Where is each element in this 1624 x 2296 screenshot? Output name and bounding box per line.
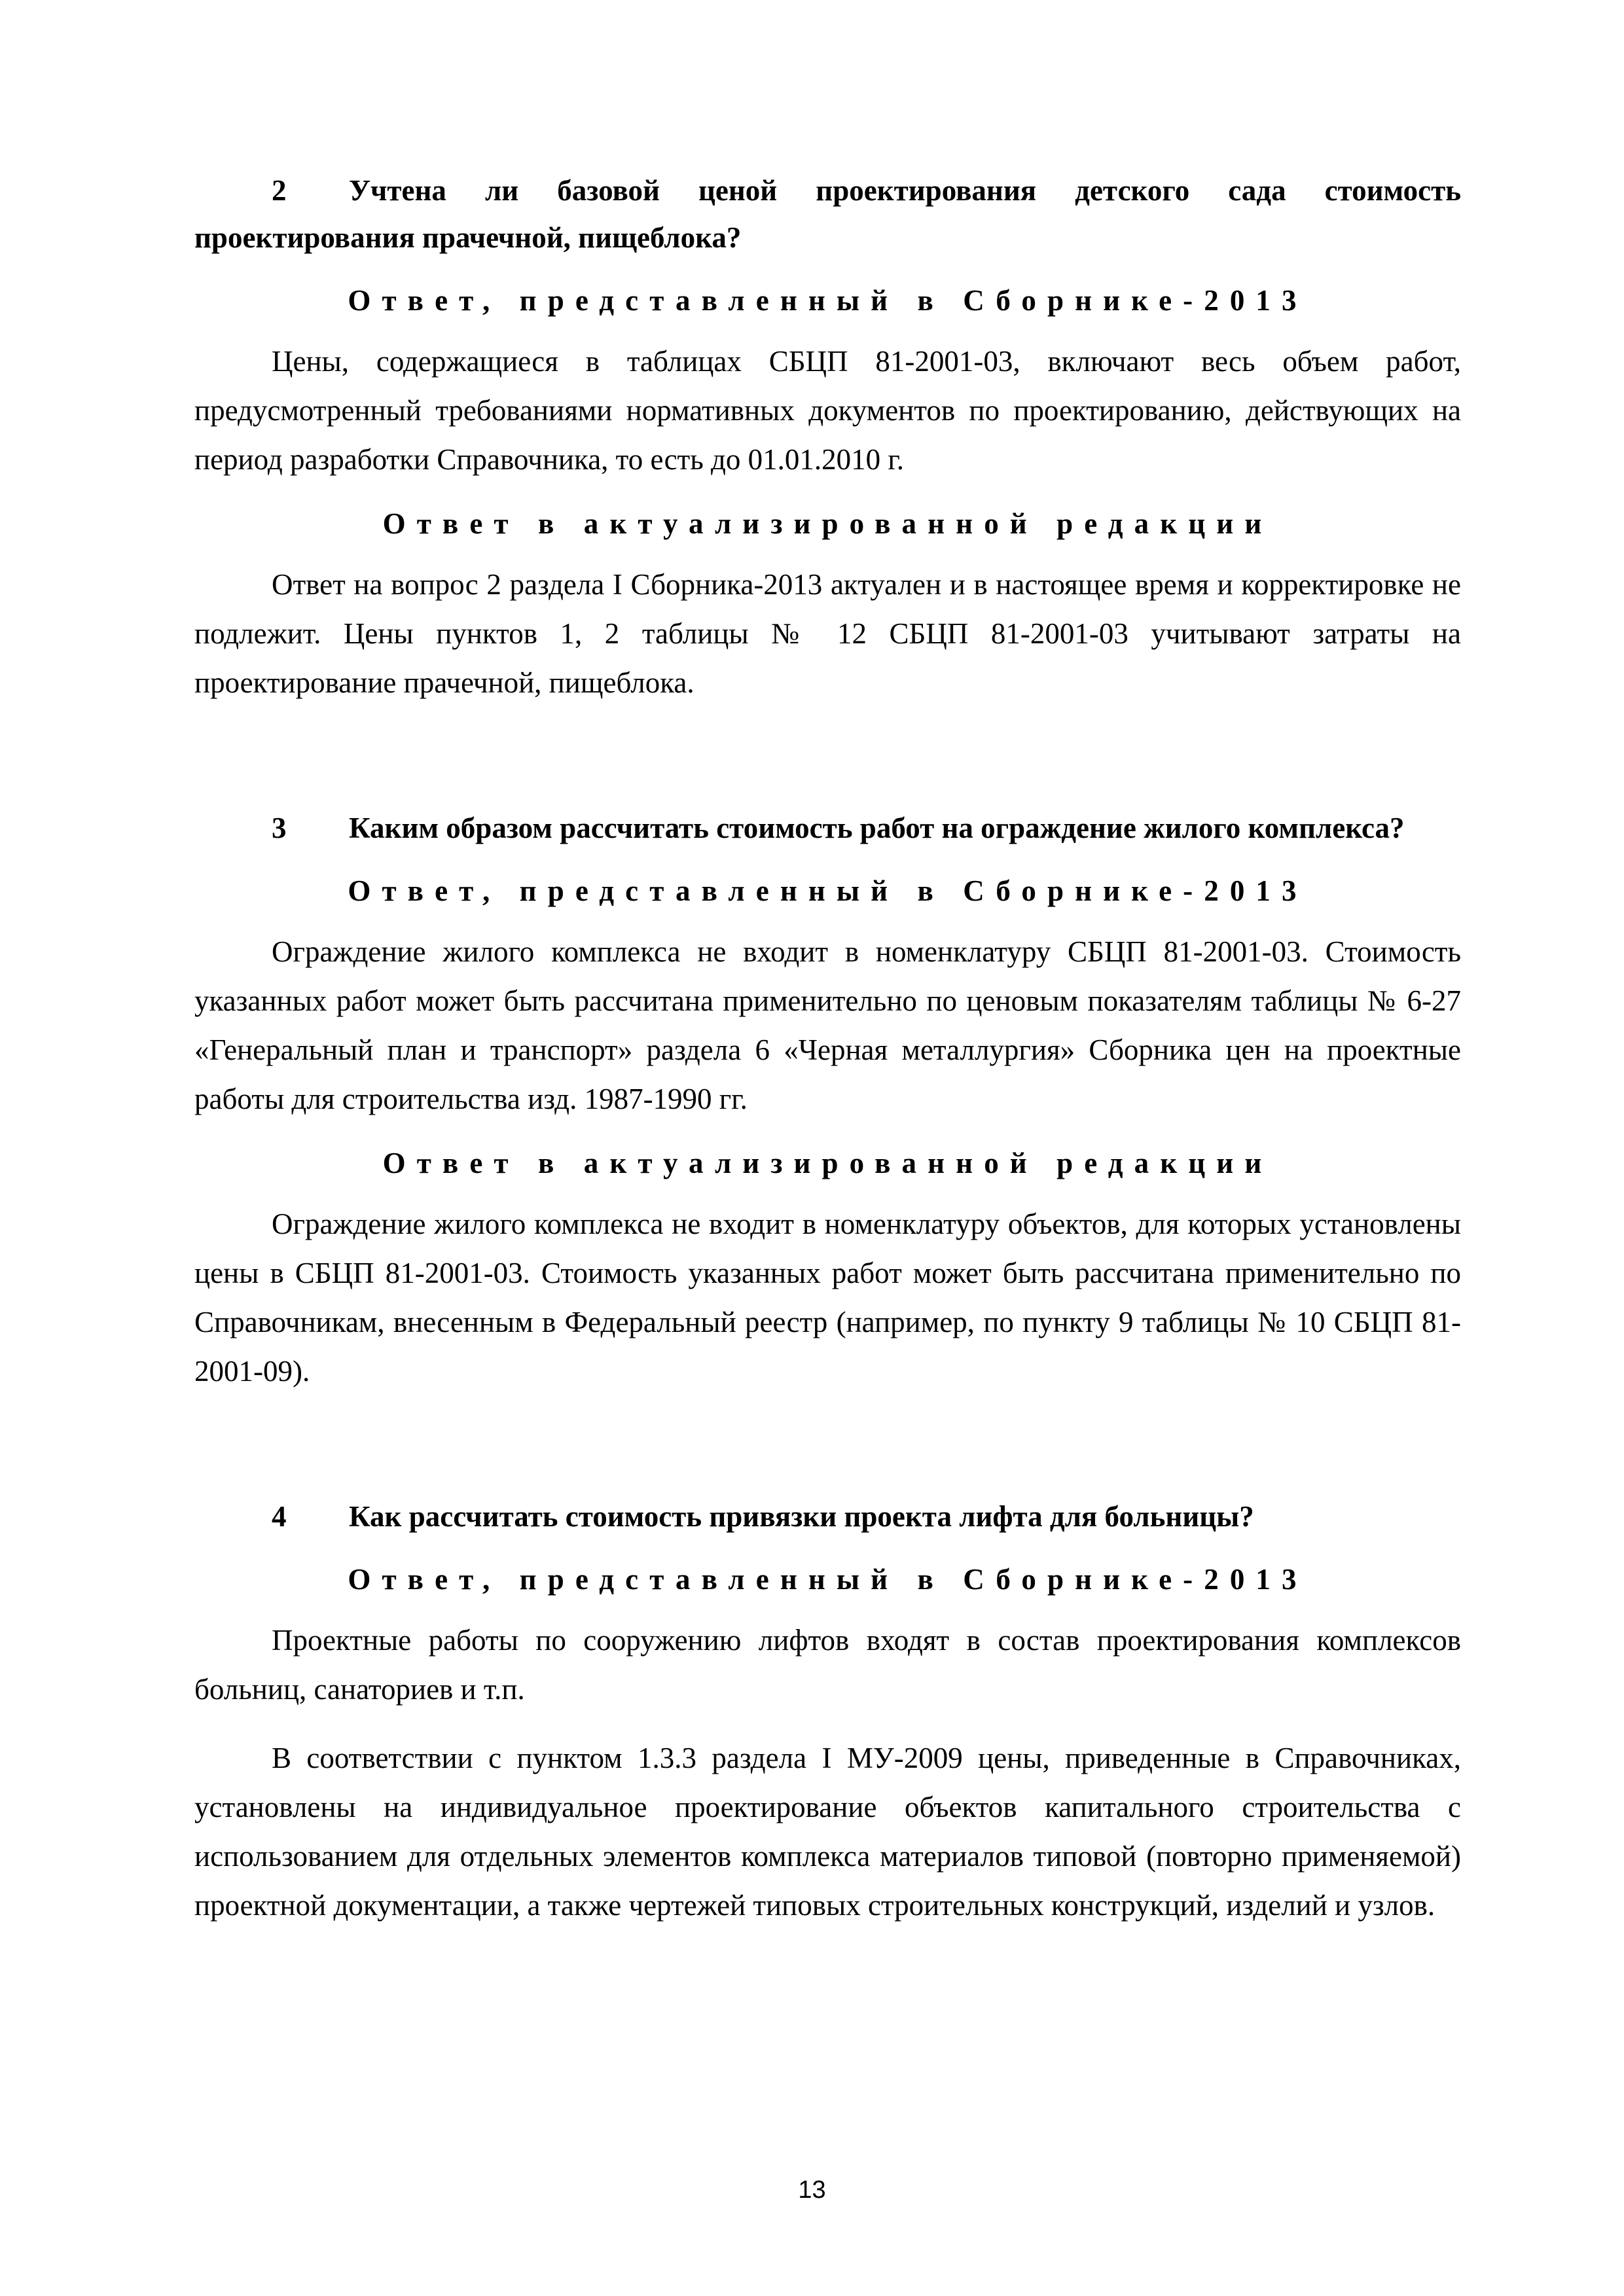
answer-2013-paragraph: В соответствии с пунктом 1.3.3 раздела I МУ-2009 цены, приведенные в Справочниках, установлены на индивидуальное проектирование объектов капитального строительства с использованием для отдельных элементов комплекса материалов типовой (повторно применяемой) проектной документации, а также чертежей типовых строительных конструкций, изделий и узлов.	[194, 1742, 1461, 1922]
question-text: Как рассчитать стоимость привязки проекта лифта для больницы?	[349, 1500, 1254, 1533]
question-text: Каким образом рассчитать стоимость работ на ограждение жилого комплекса?	[349, 812, 1405, 844]
faq-section-4	[194, 1493, 1461, 1930]
answer-2013-heading: Ответ, представленный в Сборнике-2013	[348, 874, 1308, 907]
answer-actual-heading: Ответ в актуализированной редакции	[382, 1147, 1273, 1179]
answer-2013-paragraph: Ограждение жилого комплекса не входит в номенклатуру СБЦП 81-2001-03. Стоимость указанных работ может быть рассчитана применительно по ценовым показателям таблицы № 6-27 «Генеральный план и транспорт» раздела 6 «Черная металлургия» Сборника цен на проектные работы для строительства изд. 1987-1990 гг.	[194, 935, 1461, 1115]
question-2	[194, 167, 1461, 261]
answer-actual-heading: Ответ в актуализированной редакции	[382, 507, 1273, 540]
question-number: 2	[272, 174, 287, 207]
faq-section-2	[194, 167, 1461, 708]
answer-2013-heading: Ответ, представленный в Сборнике-2013	[348, 284, 1308, 317]
section-spacer	[194, 1416, 1461, 1493]
question-3	[194, 804, 1461, 852]
section-spacer	[194, 727, 1461, 804]
page-number: 13	[798, 2176, 826, 2204]
answer-2013-heading: Ответ, представленный в Сборнике-2013	[348, 1563, 1308, 1596]
question-number: 3	[272, 812, 287, 844]
answer-2013-paragraph: Цены, содержащиеся в таблицах СБЦП 81-2001-03, включают весь объем работ, предусмотренный требованиями нормативных документов по проектированию, действующих на период разработки Справочника, то есть до 01.01.2010 г.	[194, 345, 1461, 476]
faq-section-3	[194, 804, 1461, 1396]
question-4	[194, 1493, 1461, 1540]
question-text: Учтена ли базовой ценой проектирования детского сада стоимость проектирования прачечной, пищеблока?	[194, 174, 1461, 254]
answer-2013-paragraph: Проектные работы по сооружению лифтов входят в состав проектирования комплексов больниц, санаториев и т.п.	[194, 1624, 1461, 1706]
answer-actual-paragraph: Ответ на вопрос 2 раздела I Сборника-2013 актуален и в настоящее время и корректировке не подлежит. Цены пунктов 1, 2 таблицы № 12 СБЦП 81-2001-03 учитывают затраты на проектирование прачечной, пищеблока.	[194, 568, 1461, 699]
answer-actual-paragraph: Ограждение жилого комплекса не входит в номенклатуру объектов, для которых установлены цены в СБЦП 81-2001-03. Стоимость указанных работ может быть рассчитана применительно по Справочникам, внесенным в Федеральный реестр (например, по пункту 9 таблицы № 10 СБЦП 81-2001-09).	[194, 1208, 1461, 1388]
question-number: 4	[272, 1500, 287, 1533]
document-page	[194, 167, 1461, 1950]
